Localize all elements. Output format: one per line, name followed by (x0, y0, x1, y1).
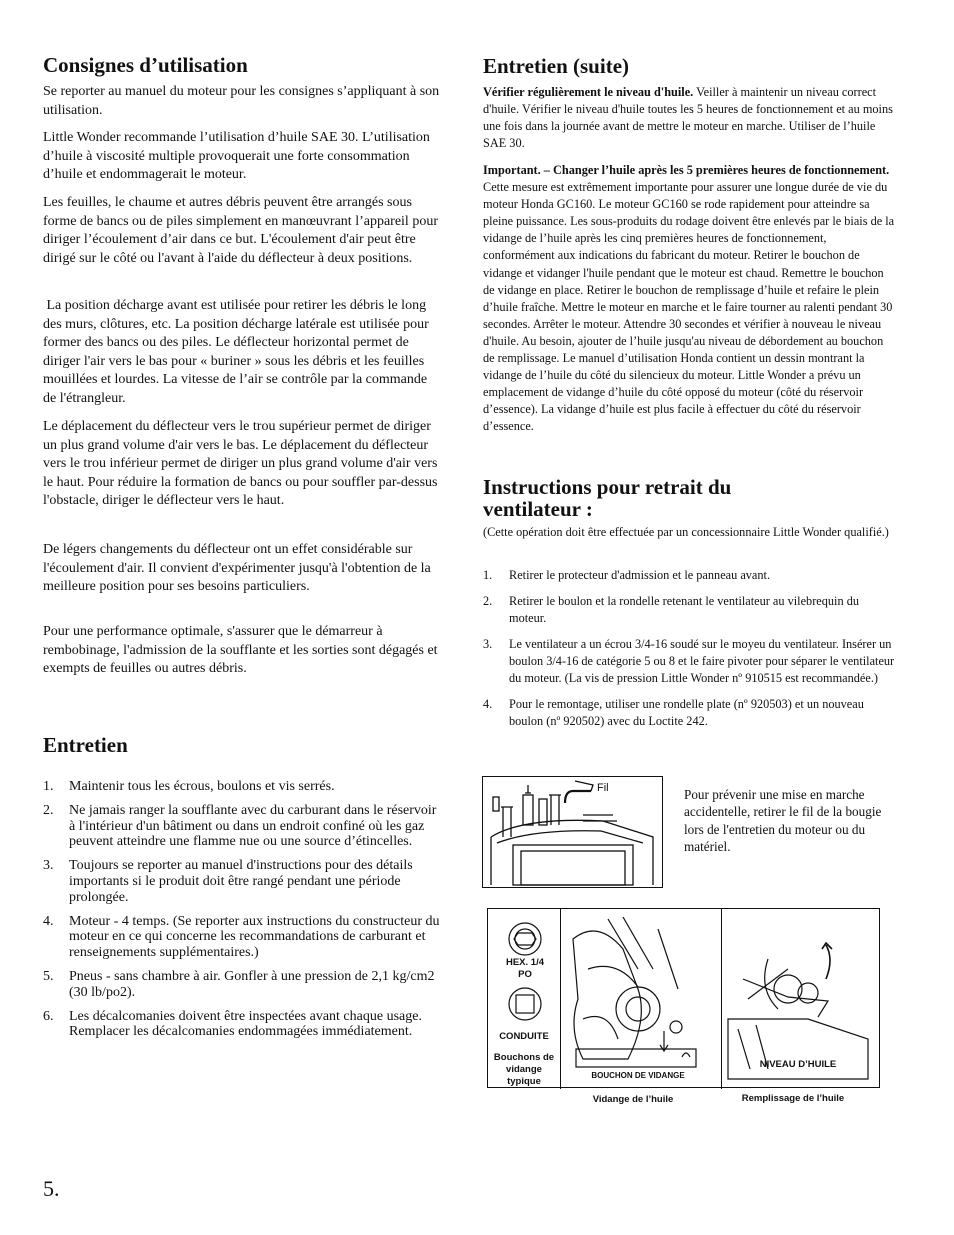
oil-diagram-figure (487, 908, 880, 1088)
paragraph-oil-check: Vérifier régulièrement le niveau d'huile. Veiller à maintenir un niveau correct d'huile. Vérifier le niveau d'huile toutes les 5 heures de fonctionnement et au moins une fois dans la journée avant de mettre le moteur en marche. Utiliser de l’huile SAE 30. (483, 85, 893, 151)
paragraph: Le déplacement du déflecteur vers le trou supérieur permet de diriger un plus grand volume d'air vers le bas. Le déplacement du déflecteur vers le trou inférieur permet de diriger un plus grand volume d'air vers le haut. Pour réduire la formation de bancs ou pour souffler par-dessus l'obstacle, diriger le déflecteur vers le haut. (43, 419, 438, 509)
maintenance-list (43, 779, 443, 1048)
list-item: 3. Toujours se reporter au manuel d'instructions pour des détails importants si le produit doit être rangé pendant une période prolongée. (43, 858, 413, 905)
plugs-caption: Bouchons de vidange typique (493, 1052, 555, 1087)
fan-removal-list (483, 567, 895, 739)
fill-caption: Remplissage de l’huile (741, 1093, 845, 1104)
paragraph: De légers changements du déflecteur ont un effet considérable sur l'écoulement d'air. Il convient d'expérimenter jusqu'à l'obtention de la meilleure position pour ses besoins particuliers. (43, 542, 431, 595)
paragraph-oil-change: Important. – Changer l’huile après les 5 premières heures de fonctionnement. Cette mesure est extrêmement importante pour assurer une longue durée de vie du moteur Honda GC160. Le moteur GC160 se rode rapidement pour atteindre sa pleine puissance. Les sous-produits du rodage doivent être enlevés par le biais de la vidange de l’huile après les cinq premières heures de fonctionnement, conformément aux indications du fabricant du moteur. Retirer le bouchon de vidange et vidanger l'huile pendant que le moteur est chaud. Remettre le bouchon de vidange en place. Retirer le bouchon de remplissage d’huile et refaire le plein d’huile fraîche. Mettre le moteur en marche et le faire tourner au ralenti pendant 30 secondes. Arrêter le moteur. Attendre 30 secondes et vérifier à nouveau le niveau d'huile. Au besoin, ajouter de l’huile jusqu'au niveau de débordement au bouchon de remplissage. Le manuel d’utilisation Honda contient un dessin montrant la vidange de l’huile du côté du silencieux du moteur. Little Wonder a prévu un emplacement de vidange d’huile du côté opposé du moteur (côté du réservoir d’essence). La vidange d’huile est plus facile à effectuer du côté du réservoir d’essence. (483, 163, 895, 434)
heading-entretien: Entretien (43, 733, 128, 757)
heading-entretien-suite: Entretien (suite) (483, 54, 630, 78)
heading-fan-removal: Instructions pour retrait du ventilateur : (483, 475, 732, 521)
hex-label: HEX. 1/4 PO (505, 957, 545, 980)
list-item: 1. Retirer le protecteur d'admission et le panneau avant. (483, 568, 771, 582)
conduite-label: CONDUITE (499, 1031, 549, 1042)
spark-plug-caption: Pour prévenir une mise en marche accidentelle, retirer le fil de la bougie lors de l'entretien du moteur ou du matériel. (684, 787, 882, 854)
drain-plug-label: BOUCHON DE VIDANGE (591, 1071, 685, 1080)
spark-plug-figure (482, 776, 663, 888)
engine-top-illustration (483, 777, 664, 889)
oil-level-label: NIVEAU D’HUILE (759, 1059, 837, 1070)
list-item: 3. Le ventilateur a un écrou 3/4-16 soudé sur le moyeu du ventilateur. Insérer un boulon 3/4-16 de catégorie 5 ou 8 et le faire pivoter pour séparer le ventilateur du moteur. (La vis de pression Little Wonder nº 910515 est recommandée.) (483, 637, 895, 685)
list-item: 4. Moteur - 4 temps. (Se reporter aux instructions du constructeur du moteur en ce qui concerne les recommandations de carburant et renseignements supplémentaires.) (43, 913, 440, 961)
list-item: 2. Retirer le boulon et la rondelle retenant le ventilateur au vilebrequin du moteur. (483, 594, 859, 625)
list-item: 4. Pour le remontage, utiliser une rondelle plate (nº 920503) et un nouveau boulon (nº 920502) avec du Loctite 242. (483, 697, 864, 728)
paragraph: Pour une performance optimale, s'assurer que le démarreur à rembobinage, l'admission de la soufflante et les sorties sont dégagés et exempts de feuilles ou autres débris. (43, 624, 438, 677)
wire-label: Fil (597, 782, 609, 794)
list-item: 2. Ne jamais ranger la soufflante avec du carburant dans le réservoir à l'intérieur d'un bâtiment ou dans un endroit confiné où les gaz peuvent atteindre une flamme nue ou une source d’étincelles. (43, 802, 437, 850)
paragraph-dealer-note: (Cette opération doit être effectuée par un concessionnaire Little Wonder qualifié.) (483, 525, 889, 539)
heading-consignes: Consignes d’utilisation (43, 53, 248, 77)
paragraph: Se reporter au manuel du moteur pour les consignes s’appliquant à son utilisation. (43, 84, 440, 118)
list-item: 6. Les décalcomanies doivent être inspectées avant chaque usage. Remplacer les décalcomanies endommagées immédiatement. (43, 1008, 422, 1040)
list-item: 1. Maintenir tous les écrous, boulons et vis serrés. (43, 779, 335, 794)
paragraph: Little Wonder recommande l’utilisation d’huile SAE 30. L’utilisation d’huile à viscosité multiple provoquerait une forte consommation d’huile et endommagerait le moteur. (43, 130, 430, 183)
list-item: 5. Pneus - sans chambre à air. Gonfler à une pression de 2,1 kg/cm2 (30 lb/po2). (43, 968, 435, 1000)
paragraph: Les feuilles, le chaume et autres débris peuvent être arrangés sous forme de bancs ou de piles simplement en manœuvrant l’appareil pour diriger l’écoulement d’air dans ce but. L'écoulement d'air peut être dirigé sur le côté ou l'avant à l'aide du déflecteur à deux positions. (43, 195, 438, 266)
paragraph: La position décharge avant est utilisée pour retirer les débris le long des murs, clôtures, etc. La position décharge latérale est utilisée pour former des bancs ou des piles. Le déflecteur horizontal permet de diriger l'air vers le bas pour « buriner » sous les débris et les feuilles mouillées et lourdes. La vitesse de l’air se contrôle par la commande de l'étrangleur. (43, 298, 433, 406)
drain-caption: Vidange de l’huile (592, 1094, 674, 1105)
page-number: 5. (43, 1176, 60, 1201)
